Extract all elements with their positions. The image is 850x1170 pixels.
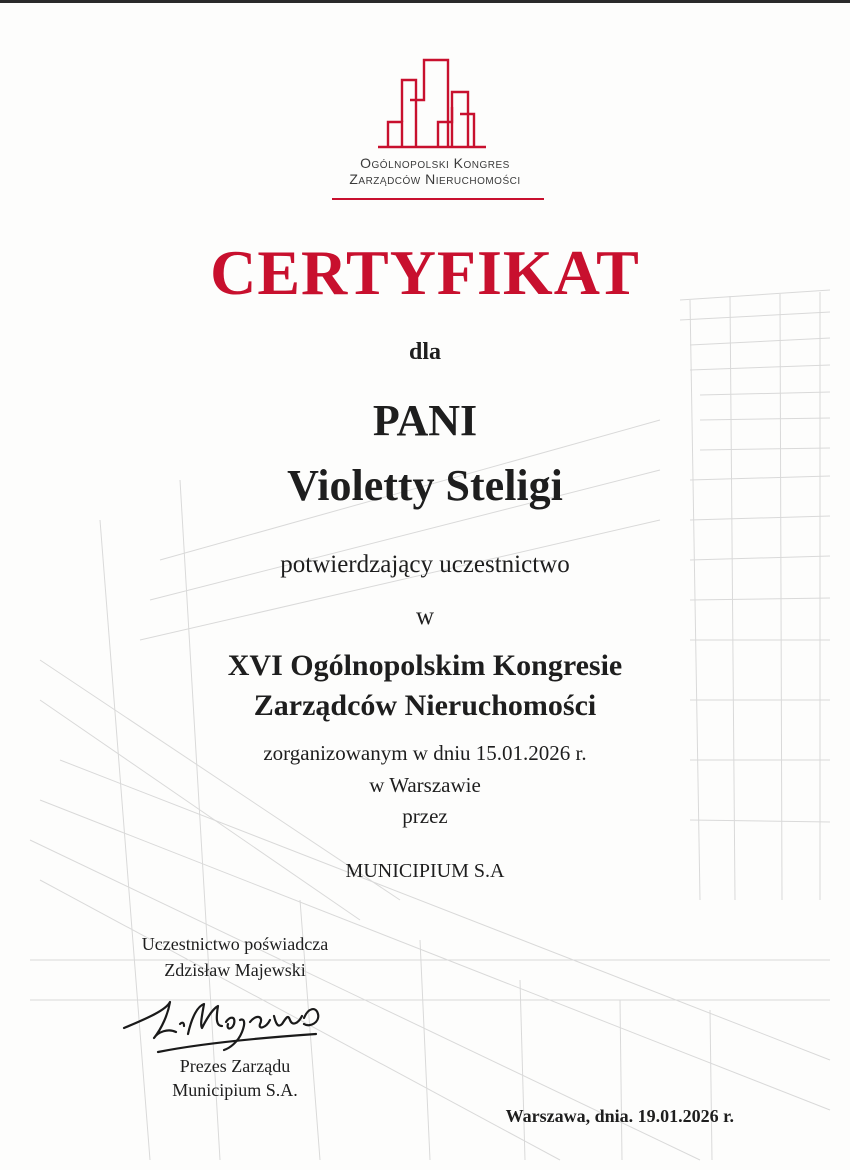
event-city: w Warszawie [369, 773, 481, 797]
confirmation-text: potwierdzający uczestnictwo [280, 551, 570, 578]
recipient-name: Violetty Steligi [287, 461, 563, 510]
certificate-title: CERTYFIKAT [210, 237, 640, 308]
issue-date: Warszawa, dnia. 19.01.2026 r. [505, 1106, 734, 1126]
signatory-company: Municipium S.A. [172, 1080, 298, 1100]
preposition-in: w [415, 603, 435, 630]
signature-attest-label: Uczestnictwo poświadcza [141, 934, 329, 954]
organized-date: zorganizowanym w dniu 15.01.2026 r. [263, 741, 587, 765]
congress-logo [320, 52, 550, 202]
signatory-role: Prezes Zarządu [179, 1056, 291, 1076]
for-label: dla [408, 339, 441, 365]
organizer-name: MUNICIPIUM S.A [345, 860, 505, 882]
logo-text-line1: Ogólnopolski Kongres [360, 155, 510, 171]
logo-text-line2: Zarządców Nieruchomości [349, 171, 521, 187]
event-name-line2: Zarządców Nieruchomości [253, 689, 597, 722]
signatory-name: Zdzisław Majewski [164, 960, 306, 980]
recipient-honorific: PANI [372, 396, 478, 445]
logo-underline [332, 198, 544, 200]
handwritten-signature-icon [118, 988, 328, 1058]
buildings-logo-icon [320, 52, 550, 152]
by-label: przez [402, 804, 448, 828]
event-name-line1: XVI Ogólnopolskim Kongresie [227, 649, 623, 682]
